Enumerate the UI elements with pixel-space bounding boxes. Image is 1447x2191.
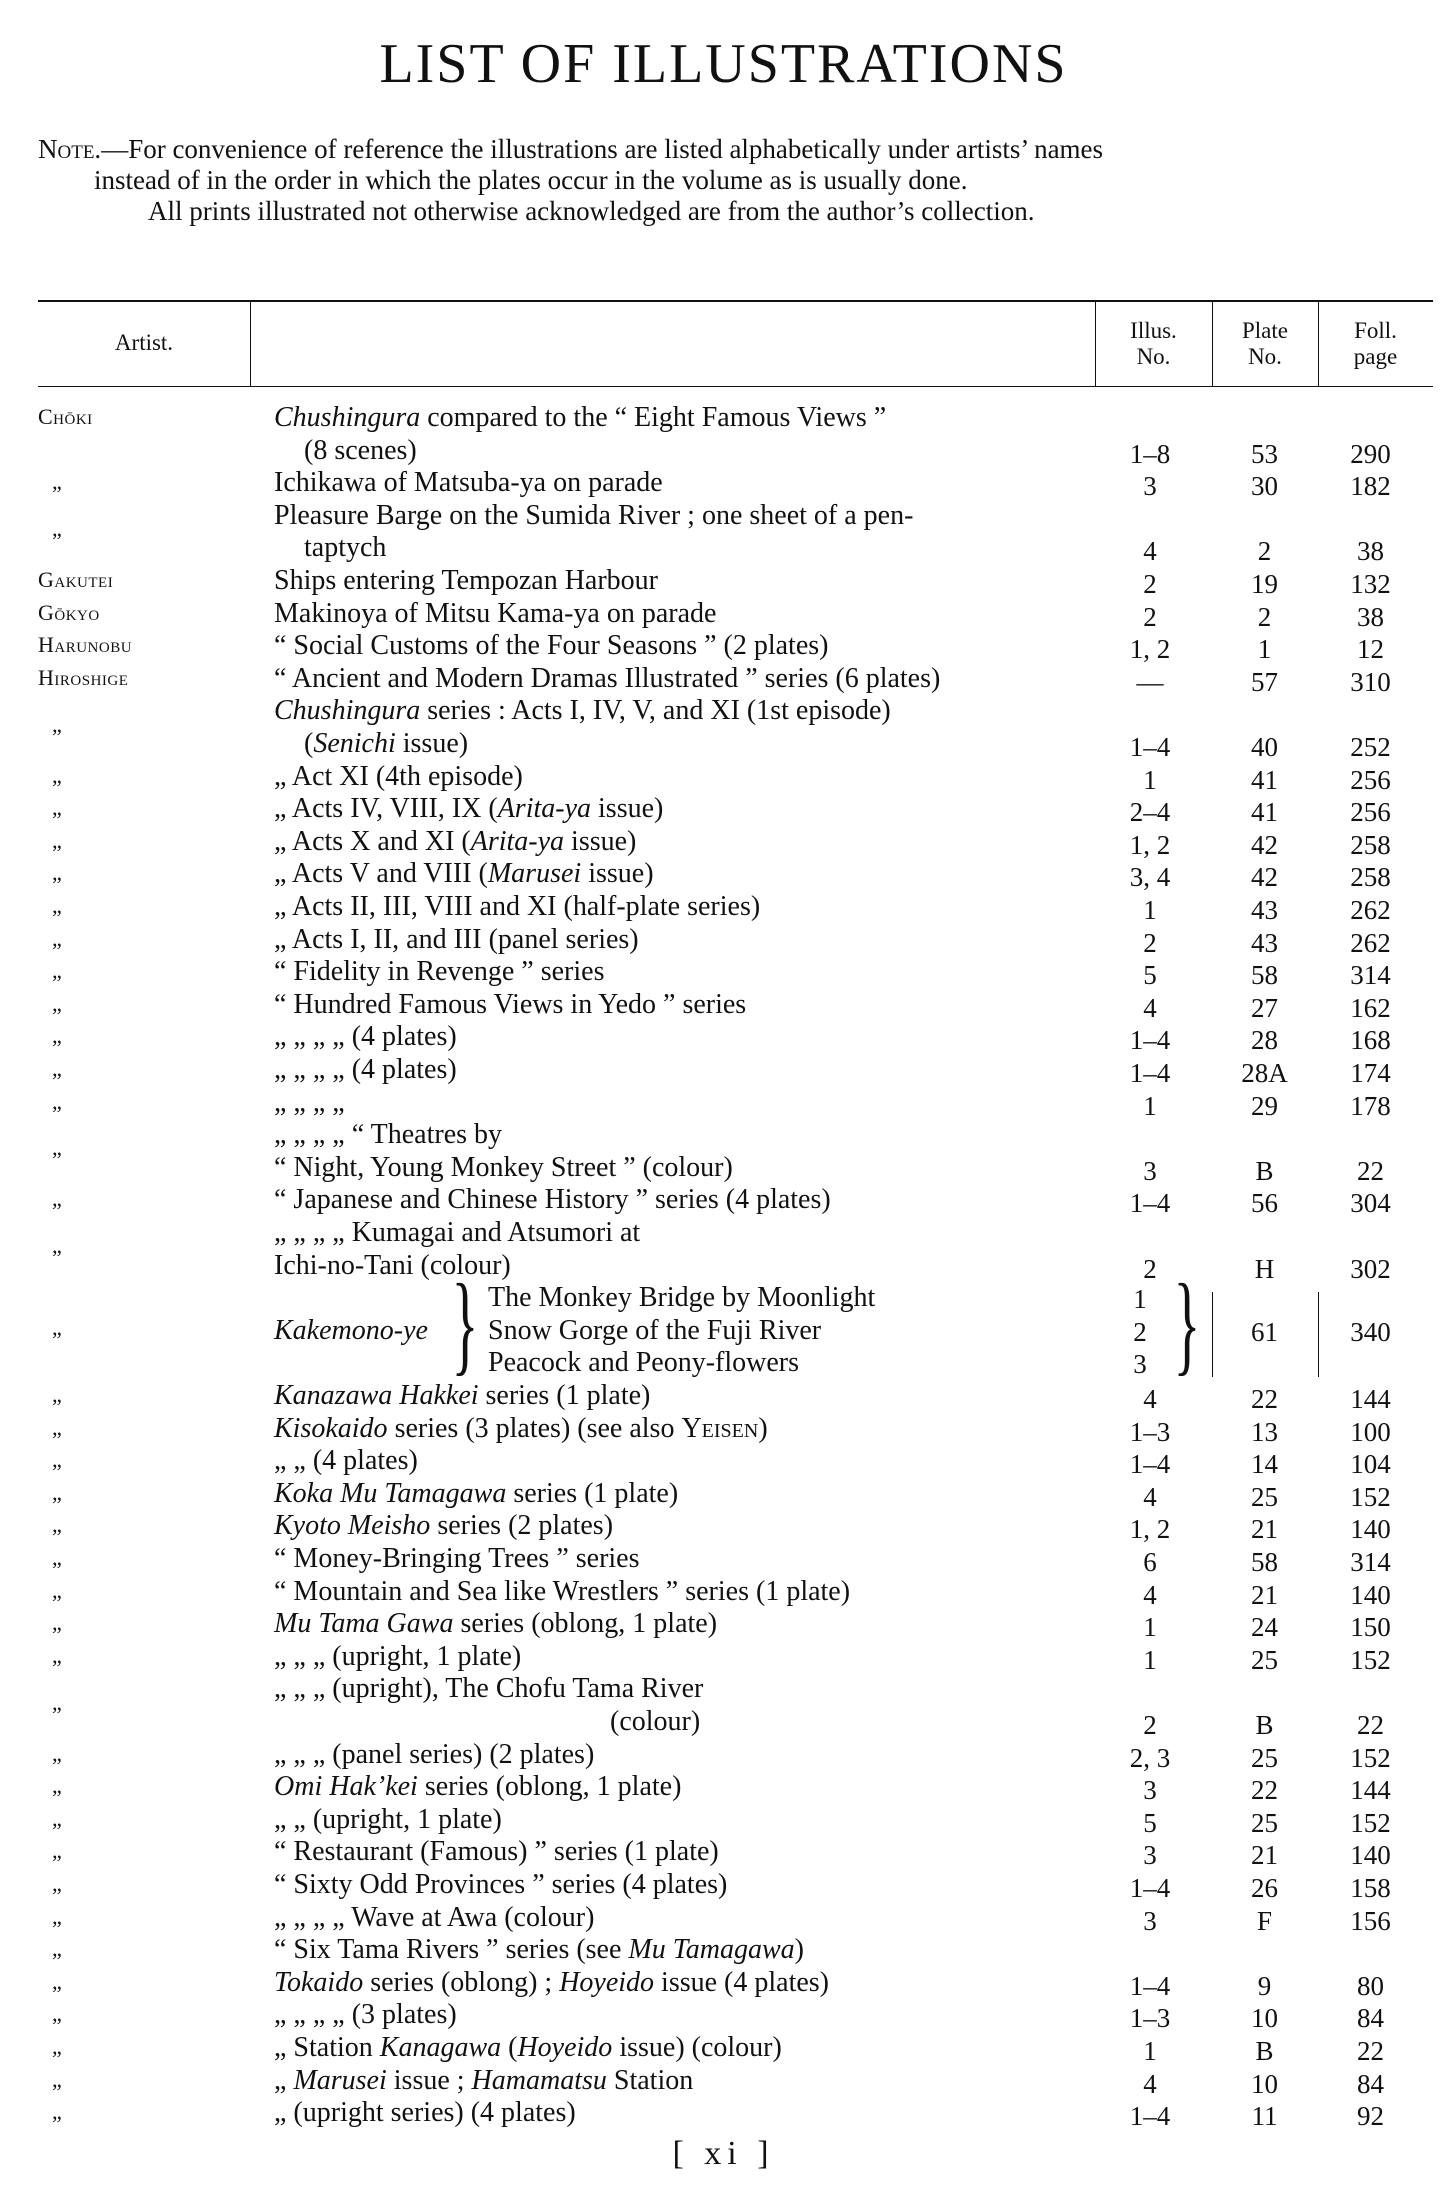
illus-number: — — [1136, 666, 1164, 697]
plate-number: 25 — [1251, 1742, 1278, 1773]
header-illus-1: Illus. — [1130, 318, 1177, 343]
row-description: „ „ „ (panel series) (2 plates) — [274, 1738, 595, 1770]
kakemono-title: Snow Gorge of the Fuji River — [488, 1314, 822, 1346]
illus-number: 1–4 — [1129, 1025, 1171, 1056]
illus-number: 3 — [1143, 471, 1157, 502]
plate-number: 25 — [1251, 1807, 1278, 1838]
page-number: [ xi ] — [672, 2135, 775, 2172]
page-number-cell: 182 — [1350, 471, 1391, 502]
row-description: Tokaido series (oblong) ; Hoyeido issue (4 plates) — [274, 1966, 830, 1998]
page-number-cell: 262 — [1350, 927, 1391, 958]
illus-number: 5 — [1143, 1807, 1157, 1838]
artist-name: „ — [52, 1871, 63, 1896]
row-description: Kakemono-ye — [274, 1314, 428, 1346]
plate-number: F — [1256, 1905, 1273, 1936]
plate-number: 27 — [1251, 992, 1278, 1023]
illus-number: 5 — [1143, 960, 1157, 991]
artist-name: „ — [52, 2066, 63, 2092]
artist-name: „ — [52, 1805, 63, 1831]
plate-number: 41 — [1251, 797, 1278, 828]
plate-number: 58 — [1251, 960, 1278, 991]
page-number-cell: 132 — [1350, 569, 1391, 599]
artist-name: „ — [52, 2001, 63, 2027]
plate-number: 53 — [1251, 438, 1278, 469]
artist-name: „ — [52, 1414, 63, 1440]
row-description: “ Mountain and Sea like Wrestlers ” series (1 plate) — [274, 1575, 851, 1607]
brace-divider — [1318, 1292, 1319, 1377]
artist-name: „ — [52, 762, 63, 788]
illus-number: 1, 2 — [1129, 634, 1171, 665]
plate-number: 30 — [1251, 471, 1278, 502]
page-number-cell: 152 — [1350, 1644, 1391, 1675]
artist-name: „ — [52, 2034, 63, 2059]
plate-number: 57 — [1251, 666, 1278, 697]
illus-number: 2 — [1143, 1709, 1157, 1740]
artist-name: „ — [52, 1903, 63, 1929]
row-description: „ Acts II, III, VIII and XI (half-plate series) — [274, 891, 761, 922]
row-description: Makinoya of Mitsu Kama-ya on parade — [274, 597, 717, 629]
row-description: “ Japanese and Chinese History ” series (4 plates) — [274, 1184, 831, 1216]
page-number-cell: 144 — [1350, 1384, 1391, 1414]
header-illus-2: No. — [1136, 344, 1171, 369]
plate-number: 25 — [1251, 1644, 1278, 1675]
row-description: „ „ (4 plates) — [274, 1445, 418, 1477]
row-description: „ Station Kanagawa (Hoyeido issue) (colour) — [274, 2032, 782, 2063]
artist-name: „ — [52, 1545, 63, 1570]
artist-name: Gōkyo — [38, 599, 100, 625]
row-description: „ „ „ „ Wave at Awa (colour) — [274, 1901, 595, 1933]
row-description: „ Marusei issue ; Hamamatsu Station — [274, 2064, 694, 2096]
artist-name: Gakutei — [38, 567, 114, 592]
note-line-3: All prints illustrated not otherwise acknowledged are from the author’s collection. — [148, 196, 1035, 226]
plate-number: 21 — [1251, 1579, 1278, 1610]
page-title: LIST OF ILLUSTRATIONS — [379, 33, 1068, 95]
artist-name: „ — [52, 990, 63, 1016]
artist-name: „ — [52, 1512, 63, 1538]
page-number-cell: 140 — [1350, 1579, 1391, 1610]
illus-number: 1 — [1133, 1284, 1147, 1315]
note-lead: Note. — [38, 134, 102, 164]
illus-number: 2 — [1133, 1316, 1147, 1347]
page-number-cell: 162 — [1350, 992, 1391, 1023]
artist-name: Hiroshige — [38, 664, 129, 690]
illus-number: 2 — [1143, 569, 1157, 599]
plate-number: 28A — [1241, 1058, 1288, 1088]
page-number-cell: 152 — [1350, 1742, 1391, 1773]
artist-name: „ — [52, 1740, 63, 1766]
brace-divider — [1212, 1292, 1213, 1377]
page-number-cell: 178 — [1350, 1090, 1391, 1121]
illus-number: 1 — [1143, 895, 1157, 925]
plate-number: 9 — [1257, 1970, 1272, 2001]
plate-number: 21 — [1251, 1514, 1278, 1545]
illus-number: 2–4 — [1129, 797, 1171, 828]
artist-name: „ — [52, 1186, 63, 1212]
row-description: “ Six Tama Rivers ” series (see Mu Tamagawa) — [274, 1934, 804, 1966]
illus-number: 1–4 — [1129, 2101, 1171, 2132]
row-description: “ Money-Bringing Trees ” series — [274, 1543, 640, 1574]
plate-number: 22 — [1251, 1775, 1278, 1806]
illus-number: 3 — [1143, 1840, 1157, 1871]
artist-name: „ — [52, 1056, 63, 1081]
header-artist: Artist. — [114, 330, 174, 355]
row-description: „ Acts V and VIII (Marusei issue) — [274, 858, 654, 890]
page-number-cell: 314 — [1350, 1547, 1391, 1577]
illus-number: 1 — [1143, 1090, 1157, 1121]
page-number-cell: 22 — [1357, 2036, 1384, 2066]
note-line-2: instead of in the order in which the plates occur in the volume as is usually done. — [94, 165, 968, 195]
artist-name: „ — [52, 1610, 63, 1636]
row-description: „ Acts I, II, and III (panel series) — [274, 923, 639, 955]
artist-name: „ — [52, 925, 63, 951]
illus-number: 2, 3 — [1129, 1742, 1171, 1773]
header-plate-1: Plate — [1242, 318, 1288, 343]
page-number-cell: 38 — [1357, 536, 1384, 567]
artist-name: Harunobu — [38, 632, 133, 658]
page-number-cell: 258 — [1350, 829, 1391, 860]
artist-name: „ — [52, 1447, 63, 1473]
page-number-cell: 256 — [1350, 797, 1391, 828]
page-number-cell: 258 — [1350, 862, 1391, 893]
artist-name: „ — [52, 1233, 63, 1259]
row-description: “ Sixty Odd Provinces ” series (4 plates) — [274, 1869, 728, 1900]
illus-number: 3, 4 — [1129, 862, 1171, 893]
illus-number: 1 — [1143, 1644, 1157, 1675]
plate-number: 2 — [1257, 601, 1272, 632]
illus-number: 1–4 — [1129, 1873, 1171, 1903]
row-description-continued: (colour) — [610, 1705, 701, 1737]
illus-number: 2 — [1143, 927, 1157, 958]
page-number-cell: 174 — [1350, 1058, 1391, 1088]
row-description: Mu Tama Gawa series (oblong, 1 plate) — [274, 1608, 718, 1640]
illus-number: 2 — [1143, 1253, 1157, 1284]
plate-number: B — [1255, 1709, 1274, 1740]
illus-number: 4 — [1143, 1481, 1157, 1512]
artist-name: „ — [52, 1968, 63, 1994]
illus-number: 1–3 — [1129, 1416, 1171, 1447]
plate-number: 22 — [1251, 1384, 1278, 1414]
artist-name: „ — [52, 860, 63, 886]
artist-name: „ — [52, 1023, 63, 1049]
page-number-cell: 100 — [1350, 1416, 1391, 1447]
row-description: Koka Mu Tamagawa series (1 plate) — [274, 1477, 679, 1509]
plate-number: 28 — [1251, 1025, 1278, 1056]
row-description: Chushingura compared to the “ Eight Famous Views ” — [274, 402, 887, 433]
illus-number: 4 — [1143, 1384, 1157, 1414]
left-brace: } — [451, 1262, 479, 1387]
plate-number: B — [1255, 2036, 1274, 2066]
row-description-continued: Ichi-no-Tani (colour) — [274, 1249, 511, 1281]
row-description-continued: taptych — [304, 532, 387, 564]
page-number-cell: 158 — [1350, 1873, 1391, 1903]
plate-number: 43 — [1251, 927, 1278, 958]
note-text-1: —For convenience of reference the illustrations are listed alphabetically under artists’ names — [101, 134, 1104, 164]
row-description: „ Act XI (4th episode) — [274, 760, 523, 792]
illus-number: 1, 2 — [1129, 1514, 1171, 1545]
plate-number: 43 — [1251, 895, 1278, 925]
illus-number: 1–4 — [1129, 1058, 1171, 1088]
illus-number: 1–4 — [1129, 1449, 1171, 1480]
artist-name: „ — [52, 827, 63, 853]
row-description: „ Acts IV, VIII, IX (Arita-ya issue) — [274, 793, 664, 825]
page-number-cell: 156 — [1350, 1905, 1391, 1936]
artist-name: „ — [52, 958, 63, 984]
illus-number: 4 — [1143, 2068, 1157, 2099]
illus-number: 2 — [1143, 601, 1157, 632]
row-description: „ „ „ „ — [274, 1086, 345, 1118]
artist-name: „ — [52, 1936, 63, 1962]
kakemono-title: Peacock and Peony-flowers — [488, 1347, 800, 1379]
right-brace: } — [1173, 1262, 1201, 1387]
illus-number: 6 — [1143, 1547, 1157, 1577]
page-number-cell: 12 — [1357, 634, 1384, 665]
plate-number: 10 — [1251, 2003, 1278, 2034]
illus-number: 1 — [1143, 764, 1157, 795]
page-number-cell: 152 — [1350, 1807, 1391, 1838]
header-page-2: page — [1353, 344, 1398, 369]
page-number-cell: 84 — [1357, 2068, 1384, 2099]
page-number-cell: 314 — [1350, 960, 1391, 991]
page-number-cell: 144 — [1350, 1775, 1391, 1806]
plate-number: 24 — [1251, 1612, 1278, 1643]
artist-name: „ — [52, 795, 63, 821]
page-number-cell: 340 — [1350, 1316, 1391, 1347]
page-number-cell: 304 — [1350, 1188, 1391, 1219]
artist-name: „ — [52, 2099, 63, 2125]
artist-name: „ — [52, 516, 63, 542]
illus-number: 3 — [1143, 1775, 1157, 1806]
illus-number: 1–4 — [1129, 731, 1171, 762]
row-description: „ Acts X and XI (Arita-ya issue) — [274, 825, 637, 857]
artist-name: Chōki — [38, 404, 93, 429]
row-description: „ „ „ (upright), The Chofu Tama River — [274, 1673, 704, 1705]
row-description: Omi Hak’kei series (oblong, 1 plate) — [274, 1771, 682, 1803]
page-number-cell: 302 — [1350, 1253, 1391, 1284]
row-description: Kisokaido series (3 plates) (see also Yeisen) — [274, 1412, 768, 1444]
plate-number: 21 — [1251, 1840, 1278, 1871]
row-description-continued: (Senichi issue) — [304, 727, 469, 759]
row-description: Chushingura series : Acts I, IV, V, and XI (1st episode) — [274, 695, 891, 727]
artist-name: „ — [52, 469, 63, 495]
artist-name: „ — [52, 1689, 63, 1715]
illus-number: 3 — [1133, 1349, 1147, 1380]
row-description: “ Hundred Famous Views in Yedo ” series — [274, 988, 747, 1020]
page-number-cell: 80 — [1357, 1970, 1384, 2001]
page-number-cell: 252 — [1350, 731, 1391, 762]
row-description: Ichikawa of Matsuba-ya on parade — [274, 467, 663, 499]
illus-number: 4 — [1143, 536, 1157, 567]
row-description: „ „ „ (upright, 1 plate) — [274, 1640, 522, 1672]
page-number-cell: 168 — [1350, 1025, 1391, 1056]
row-description-continued: “ Night, Young Monkey Street ” (colour) — [274, 1151, 733, 1183]
illus-number: 4 — [1143, 992, 1157, 1023]
page-number-cell: 140 — [1350, 1840, 1391, 1871]
page-number-cell: 22 — [1357, 1709, 1384, 1740]
plate-number: 11 — [1251, 2101, 1278, 2132]
plate-number: H — [1254, 1253, 1275, 1284]
illus-number: 3 — [1143, 1155, 1157, 1186]
artist-name: „ — [52, 1088, 63, 1114]
row-description: „ „ „ „ Kumagai and Atsumori at — [274, 1217, 641, 1248]
illus-number: 1, 2 — [1129, 829, 1171, 860]
plate-number: 42 — [1251, 829, 1278, 860]
plate-number: B — [1255, 1155, 1274, 1186]
page-number-cell: 262 — [1350, 895, 1391, 925]
plate-number: 1 — [1257, 634, 1272, 665]
illus-number: 1 — [1143, 2036, 1157, 2066]
row-description: „ „ „ „ (4 plates) — [274, 1021, 457, 1053]
page-number-cell: 84 — [1357, 2003, 1384, 2034]
plate-number: 40 — [1251, 731, 1278, 762]
row-description: Kyoto Meisho series (2 plates) — [274, 1510, 614, 1542]
plate-number: 10 — [1251, 2068, 1278, 2099]
kakemono-title: The Monkey Bridge by Moonlight — [488, 1282, 876, 1314]
artist-name: „ — [52, 1577, 63, 1603]
row-description: “ Ancient and Modern Dramas Illustrated ” series (6 plates) — [274, 662, 941, 694]
row-description: Pleasure Barge on the Sumida River ; one sheet of a pen- — [274, 499, 914, 531]
plate-number: 25 — [1251, 1481, 1278, 1512]
row-description: “ Restaurant (Famous) ” series (1 plate) — [274, 1836, 719, 1868]
page-number-cell: 140 — [1350, 1514, 1391, 1545]
page-number-cell: 92 — [1357, 2101, 1384, 2132]
plate-number: 58 — [1251, 1547, 1278, 1577]
artist-name: „ — [52, 1642, 63, 1668]
illus-number: 1–3 — [1129, 2003, 1171, 2034]
plate-number: 19 — [1251, 569, 1278, 599]
page-number-cell: 152 — [1350, 1481, 1391, 1512]
artist-name: „ — [52, 893, 63, 918]
page-number-cell: 310 — [1350, 666, 1391, 697]
plate-number: 61 — [1251, 1316, 1278, 1347]
row-description: „ „ „ „ (4 plates) — [274, 1054, 457, 1085]
artist-name: „ — [52, 1838, 63, 1864]
plate-number: 13 — [1251, 1416, 1278, 1447]
artist-name: „ — [52, 1314, 63, 1340]
row-description-continued: (8 scenes) — [304, 434, 417, 466]
row-description: „ (upright series) (4 plates) — [274, 2097, 576, 2129]
plate-number: 42 — [1251, 862, 1278, 893]
row-description: „ „ (upright, 1 plate) — [274, 1803, 502, 1835]
page-number-cell: 256 — [1350, 764, 1391, 795]
plate-number: 26 — [1251, 1873, 1278, 1903]
artist-name: „ — [52, 1382, 63, 1407]
illus-number: 1–8 — [1129, 438, 1171, 469]
page-number-cell: 290 — [1350, 438, 1391, 469]
row-description: “ Social Customs of the Four Seasons ” (2 plates) — [274, 630, 829, 662]
artist-name: „ — [52, 1479, 63, 1505]
illus-number: 1–4 — [1129, 1188, 1171, 1219]
header-plate-2: No. — [1248, 344, 1282, 369]
plate-number: 41 — [1251, 764, 1278, 795]
artist-name: „ — [52, 1773, 63, 1799]
row-description: “ Fidelity in Revenge ” series — [274, 956, 605, 988]
plate-number: 2 — [1257, 536, 1272, 567]
illus-number: 3 — [1143, 1905, 1157, 1936]
illus-number: 1 — [1143, 1612, 1157, 1643]
row-description: „ „ „ „ “ Theatres by — [274, 1119, 503, 1151]
artist-name: „ — [52, 711, 63, 737]
plate-number: 14 — [1251, 1449, 1278, 1480]
row-description: Ships entering Tempozan Harbour — [274, 565, 658, 596]
page-number-cell: 104 — [1350, 1449, 1391, 1480]
illus-number: 1–4 — [1129, 1970, 1171, 2001]
row-description: „ „ „ „ (3 plates) — [274, 1999, 457, 2031]
illus-number: 4 — [1143, 1579, 1157, 1610]
page-number-cell: 22 — [1357, 1155, 1384, 1186]
page-number-cell: 150 — [1350, 1612, 1391, 1643]
artist-name: „ — [52, 1135, 63, 1161]
row-description: Kanazawa Hakkei series (1 plate) — [274, 1380, 651, 1411]
page-number-cell: 38 — [1357, 601, 1384, 632]
plate-number: 29 — [1251, 1090, 1278, 1121]
header-page-1: Foll. — [1354, 318, 1397, 343]
plate-number: 56 — [1251, 1188, 1278, 1219]
